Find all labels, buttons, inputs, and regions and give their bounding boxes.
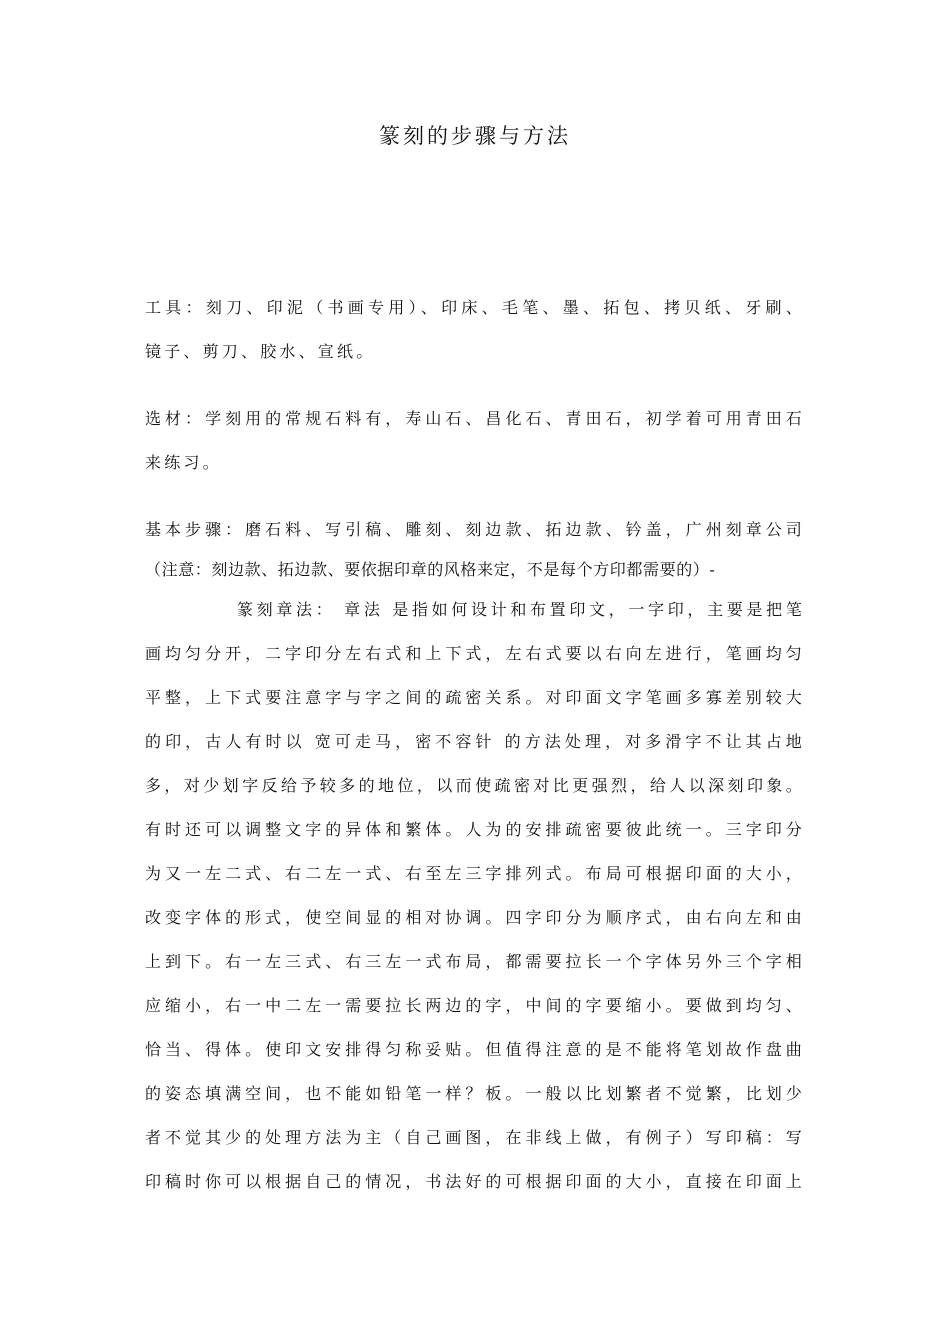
- text-line: 的姿态填满空间，也不能如铅笔一样？板。一般以比划繁者不觉繁，比划少: [145, 1084, 805, 1103]
- text-line: 上到下。右一左三式、右三左一式布局，都需要拉长一个字体另外三个字相: [145, 952, 805, 971]
- text-line: 印稿时你可以根据自己的情况，书法好的可根据印面的大小，直接在印面上: [145, 1172, 805, 1191]
- document-body: [145, 286, 805, 1204]
- text-line-steps: 基本步骤：磨石料、写引稿、雕刻、刻边款、拓边款、钤盖，广州刻章公司: [145, 520, 805, 539]
- text-line-materials-cont: 来练习。: [145, 453, 222, 472]
- text-line: 为又一左二式、右二左一式、右至左三字排列式。布局可根据印面的大小，: [145, 864, 805, 883]
- text-line-composition-start: 篆刻章法： 章法 是指如何设计和布置印文，一字印，主要是把笔: [237, 600, 805, 619]
- text-line: 恰当、得体。使印文安排得匀称妥贴。但值得注意的是不能将笔划故作盘曲: [145, 1040, 805, 1059]
- page-title: 篆刻的步骤与方法: [379, 124, 571, 148]
- text-line: 应缩小，右一中二左一需要拉长两边的字，中间的字要缩小。要做到均匀、: [145, 996, 805, 1015]
- text-line: 多，对少划字反给予较多的地位，以而使疏密对比更强烈，给人以深刻印象。: [145, 776, 805, 795]
- text-line-materials: 选材：学刻用的常规石料有，寿山石、昌化石、青田石，初学着可用青田石: [145, 409, 805, 428]
- text-line: 有时还可以调整文字的异体和繁体。人为的安排疏密要彼此统一。三字印分: [145, 820, 805, 839]
- text-line-tools: 工具：刻刀、印泥（书画专用）、印床、毛笔、墨、拓包、拷贝纸、牙刷、: [145, 298, 805, 317]
- text-line-tools-cont: 镜子、剪刀、胶水、宣纸。: [145, 342, 376, 361]
- text-line: 平整，上下式要注意字与字之间的疏密关系。对印面文字笔画多寡差别较大: [145, 688, 805, 707]
- text-line: 者不觉其少的处理方法为主（自己画图，在非线上做，有例子）写印稿：写: [145, 1128, 805, 1147]
- text-line: 画均匀分开，二字印分左右式和上下式，左右式要以右向左进行，笔画均匀: [145, 644, 805, 663]
- text-line-steps-note: （注意：刻边款、拓边款、要依据印章的风格来定，不是每个方印都需要的）-: [145, 560, 716, 579]
- text-line: 的印，古人有时以 宽可走马，密不容针 的方法处理，对多滑字不让其占地: [145, 732, 805, 751]
- text-line: 改变字体的形式，使空间显的相对协调。四字印分为顺序式，由右向左和由: [145, 908, 805, 927]
